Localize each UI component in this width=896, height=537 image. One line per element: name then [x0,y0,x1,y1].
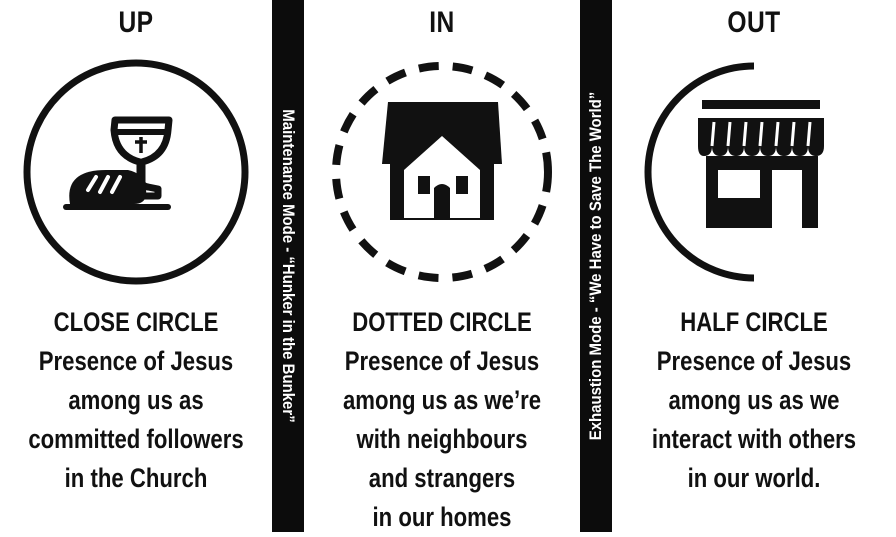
band-label: Maintenance Mode - “Hunker in the Bunker” [279,109,298,423]
heading-out: OUT [727,6,781,39]
storefront-icon [634,52,874,292]
description-line: among us as [68,385,204,415]
column-in [304,0,580,532]
description-line: and strangers [368,463,516,493]
description-line: among us as we’re [342,385,542,415]
description-line: in our homes [372,502,512,532]
description-line: in the Church [64,463,208,493]
description-up [0,303,282,498]
house-icon [322,52,562,292]
column-out [612,0,896,532]
column-up [0,0,272,532]
close-circle-graphic [0,52,272,292]
description-line: with neighbours [356,424,528,454]
circle-title: HALF CIRCLE [680,307,828,337]
dotted-circle-graphic [304,52,580,292]
half-circle-graphic [612,52,896,292]
description-line: Presence of Jesus [344,346,540,376]
description-line: among us as we [668,385,840,415]
description-line: Presence of Jesus [656,346,852,376]
heading-in: IN [429,6,455,39]
heading-up: UP [118,6,154,39]
description-line: Presence of Jesus [38,346,234,376]
circle-title: CLOSE CIRCLE [53,307,219,337]
band-label: Exhaustion Mode - “We Have to Save The World” [586,91,605,441]
description-in [294,303,590,537]
description-line: committed followers [28,424,244,454]
description-line: interact with others [651,424,857,454]
bread-and-chalice-icon [16,52,256,292]
description-out [602,303,896,498]
description-line: in our world. [687,463,821,493]
circle-title: DOTTED CIRCLE [352,307,532,337]
